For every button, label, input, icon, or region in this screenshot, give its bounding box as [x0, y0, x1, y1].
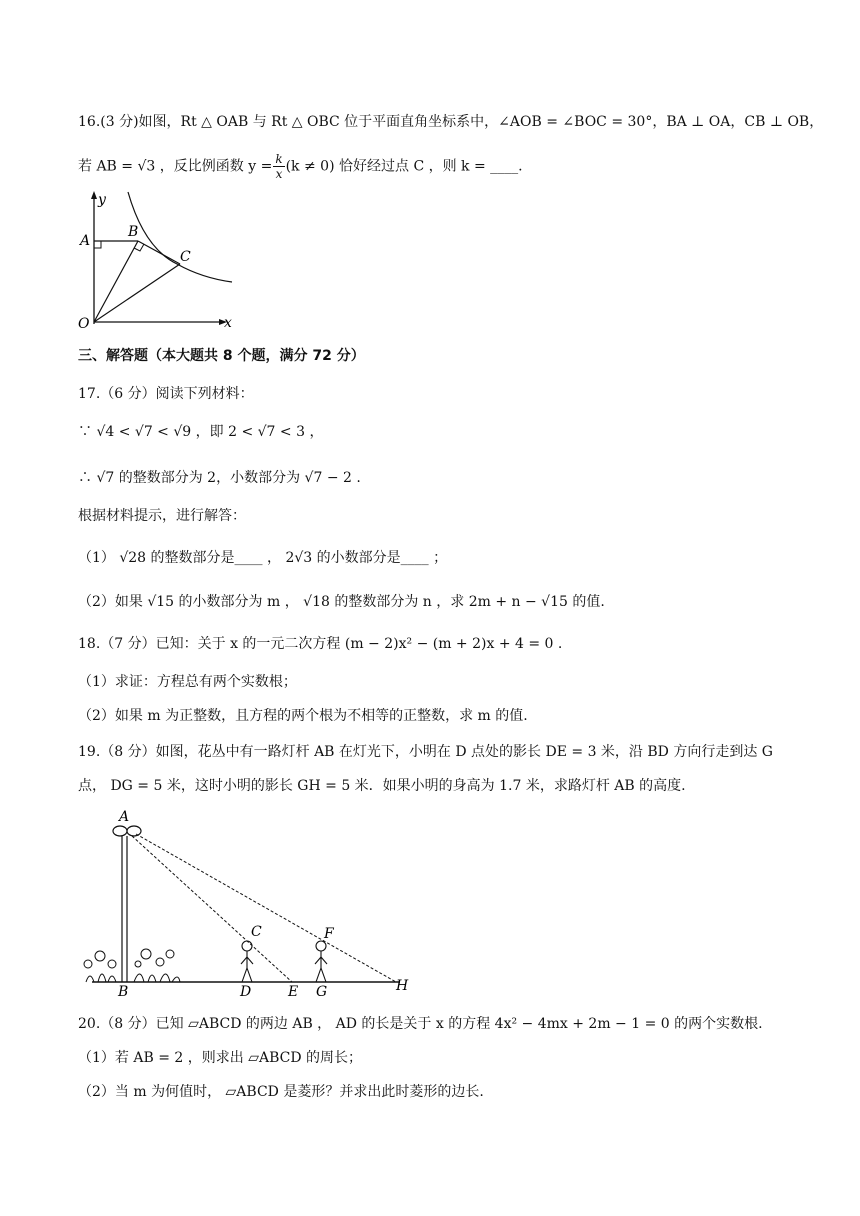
q16-line2-b: (k ≠ 0) 恰好经过点 C ，则 k = ____.	[285, 158, 523, 175]
segment-ob	[94, 241, 138, 322]
person-c-icon	[241, 941, 253, 982]
q17-line3: 根据材料提示，进行解答：	[78, 508, 246, 524]
label-f: F	[324, 926, 334, 942]
label-a: A	[119, 809, 130, 825]
label-c: C	[251, 924, 262, 940]
q20-part2: （2）当 m 为何值时， ▱ABCD 是菱形？并求出此时菱形的边长.	[78, 1084, 484, 1100]
flower-bush-icon	[84, 949, 180, 982]
label-o: O	[78, 316, 90, 332]
q17-part2: （2）如果 √15 的小数部分为 m ， √18 的整数部分为 n ，求 2m + n − √15 的值.	[78, 594, 605, 610]
label-y: y	[98, 192, 106, 208]
q18-part1: （1）求证：方程总有两个实数根；	[78, 674, 297, 690]
label-b: B	[128, 224, 139, 240]
q16-figure	[72, 188, 242, 336]
q19-line1: 19.（8 分）如图，花丛中有一路灯杆 AB 在灯光下，小明在 D 点处的影长 DE = 3 米，沿 BD 方向行走到达 G	[78, 744, 773, 760]
label-c: C	[180, 249, 191, 265]
q16-frac-numerator: k	[275, 152, 283, 166]
right-angle-a	[94, 241, 101, 248]
ray-to-h	[136, 834, 396, 982]
q16-frac-denominator: x	[275, 167, 283, 181]
section-heading: 三、解答题（本大题共 8 个题，满分 72 分）	[78, 348, 365, 364]
q20-title: 20.（8 分）已知 ▱ABCD 的两边 AB ， AD 的长是关于 x 的方程 4x² − 4mx + 2m − 1 = 0 的两个实数根.	[78, 1016, 763, 1032]
q16-line2-a: 若 AB = √3 ，反比例函数 y =	[78, 158, 273, 175]
q19-line2: 点， DG = 5 米，这时小明的影长 GH = 5 米．如果小明的身高为 1.7 米，求路灯杆 AB 的高度.	[78, 778, 686, 794]
q17-line1: ∵ √4 < √7 < √9 ，即 2 < √7 < 3 ，	[78, 424, 324, 440]
q16-line2	[78, 152, 523, 181]
hyperbola-curve	[128, 192, 232, 282]
q20-part1: （1）若 AB = 2 ，则求出 ▱ABCD 的周长；	[78, 1050, 363, 1066]
q17-title: 17.（6 分）阅读下列材料：	[78, 386, 254, 402]
person-f-icon	[315, 941, 327, 982]
q18-part2: （2）如果 m 为正整数，且方程的两个根为不相等的正整数，求 m 的值.	[78, 708, 528, 724]
label-h: H	[396, 978, 409, 994]
label-d: D	[240, 984, 252, 1000]
y-axis-arrow-icon	[91, 191, 97, 199]
label-g: G	[316, 984, 328, 1000]
label-b: B	[118, 984, 129, 1000]
q19-figure	[74, 806, 420, 1002]
label-x: x	[224, 315, 232, 331]
label-a: A	[80, 233, 91, 249]
q18-title: 18.（7 分）已知：关于 x 的一元二次方程 (m − 2)x² − (m + 2)x + 4 = 0 .	[78, 636, 563, 652]
q16-fraction	[273, 152, 284, 181]
lamp-left-icon	[113, 826, 127, 836]
q17-line2: ∴ √7 的整数部分为 2，小数部分为 √7 − 2 .	[78, 470, 361, 486]
q17-part1: （1） √28 的整数部分是____ ， 2√3 的小数部分是____ ；	[78, 550, 448, 566]
q16-line1: 16.(3 分)如图，Rt △ OAB 与 Rt △ OBC 位于平面直角坐标系中，∠AOB = ∠BOC = 30°，BA ⊥ OA，CB ⊥ OB，	[78, 114, 824, 130]
lamp-right-icon	[127, 826, 141, 836]
label-e: E	[288, 984, 299, 1000]
segment-oc	[94, 264, 180, 322]
